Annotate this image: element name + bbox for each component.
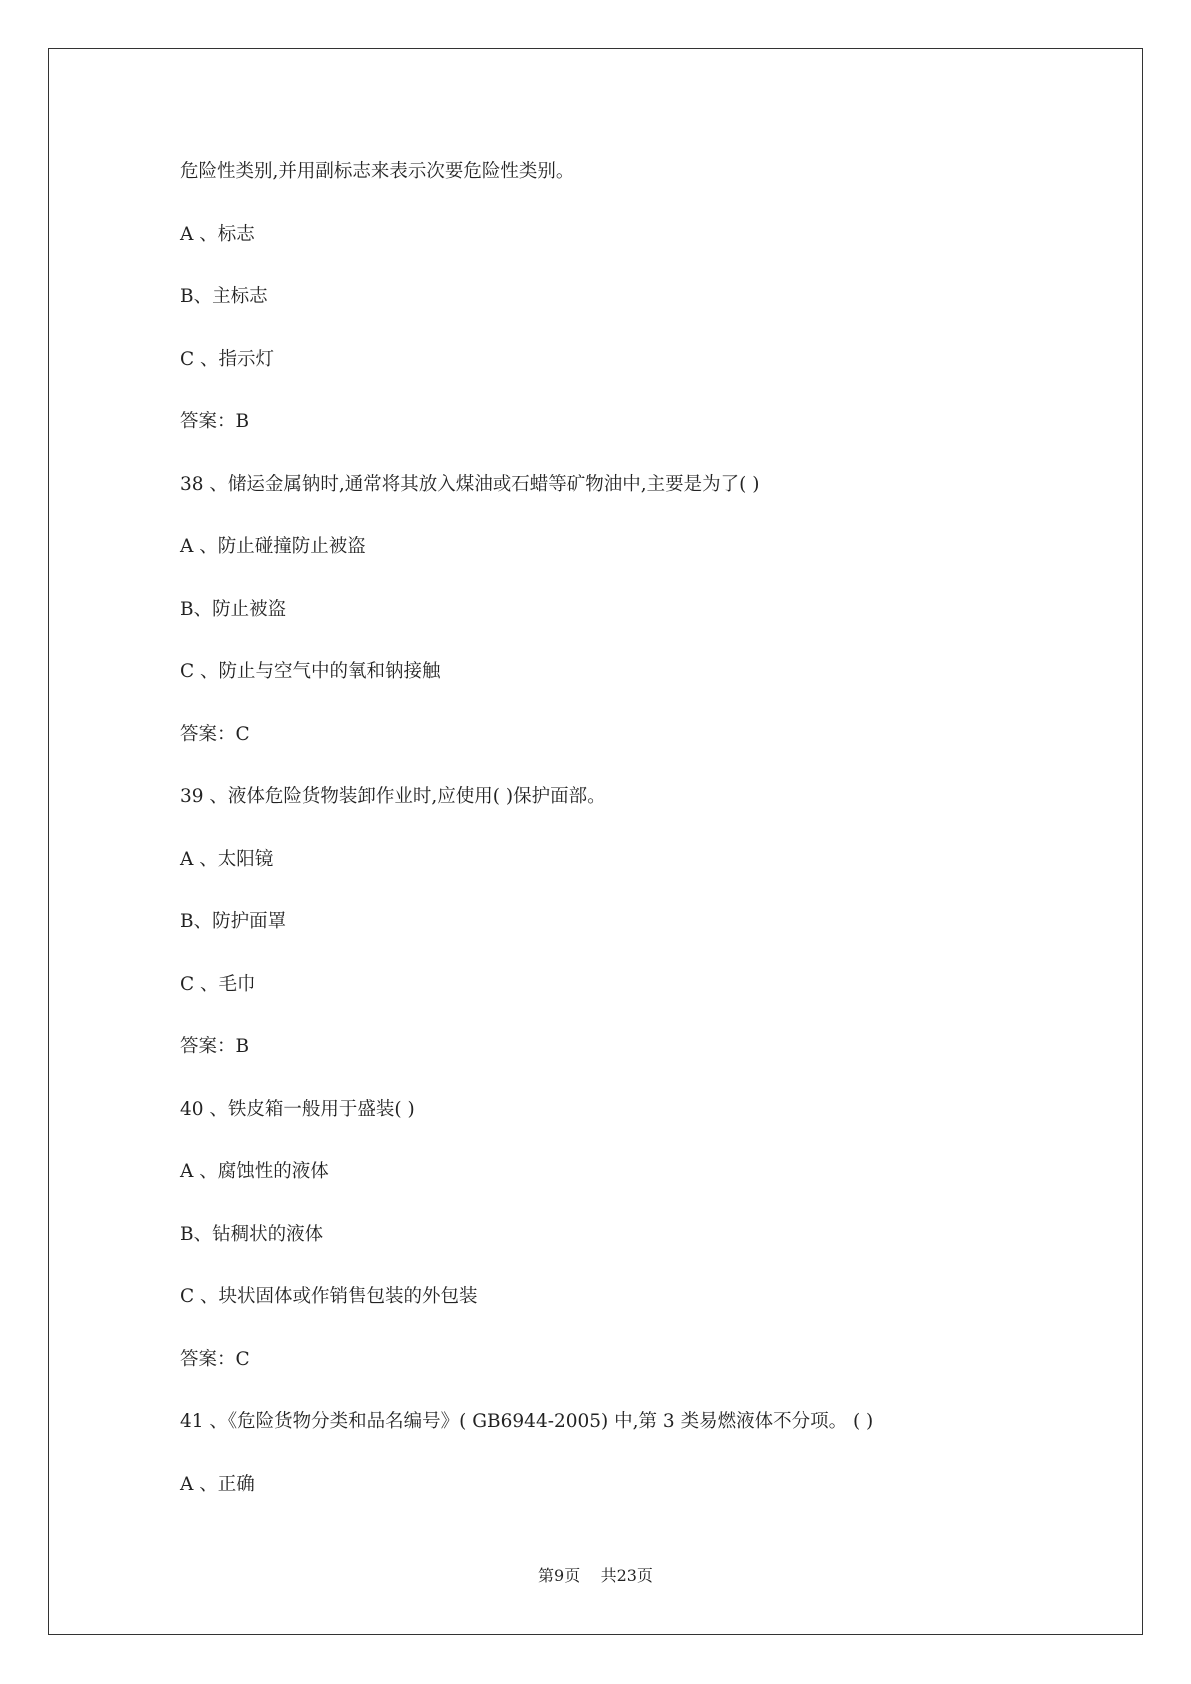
text-line-continuation: 危险性类别,并用副标志来表示次要危险性类别。 <box>180 161 575 182</box>
option-c: C 、指示灯 <box>180 348 275 370</box>
option-c: C 、块状固体或作销售包装的外包装 <box>180 1286 478 1307</box>
answer: 答案：B <box>180 1036 250 1057</box>
option-a: A 、防止碰撞防止被盗 <box>180 536 366 557</box>
question-40: 40 、铁皮箱一般用于盛装( ) <box>180 1098 415 1120</box>
option-b: B、防护面罩 <box>180 911 287 932</box>
document-body <box>180 160 1080 1497</box>
option-c: C 、毛巾 <box>180 973 256 995</box>
question-39: 39 、液体危险货物装卸作业时,应使用( )保护面部。 <box>180 786 606 807</box>
option-a: A 、腐蚀性的液体 <box>180 1161 329 1182</box>
option-a: A 、太阳镜 <box>180 848 274 870</box>
option-a: A 、标志 <box>180 223 255 245</box>
page-number-footer: 第9页 共23页 <box>538 1566 653 1585</box>
option-c: C 、防止与空气中的氧和钠接触 <box>180 661 441 682</box>
option-b: B、防止被盗 <box>180 598 287 620</box>
answer: 答案：C <box>180 1348 250 1370</box>
answer: 答案：B <box>180 411 250 432</box>
option-b: B、主标志 <box>180 286 268 307</box>
question-41: 41 、《危险货物分类和品名编号》( GB6944-2005) 中,第 3 类易燃液体不分项。 ( ) <box>180 1411 874 1432</box>
option-b: B、钻稠状的液体 <box>180 1223 324 1245</box>
answer: 答案：C <box>180 723 250 745</box>
question-38: 38 、储运金属钠时,通常将其放入煤油或石蜡等矿物油中,主要是为了( ) <box>180 473 760 495</box>
option-a: A 、正确 <box>180 1473 255 1495</box>
